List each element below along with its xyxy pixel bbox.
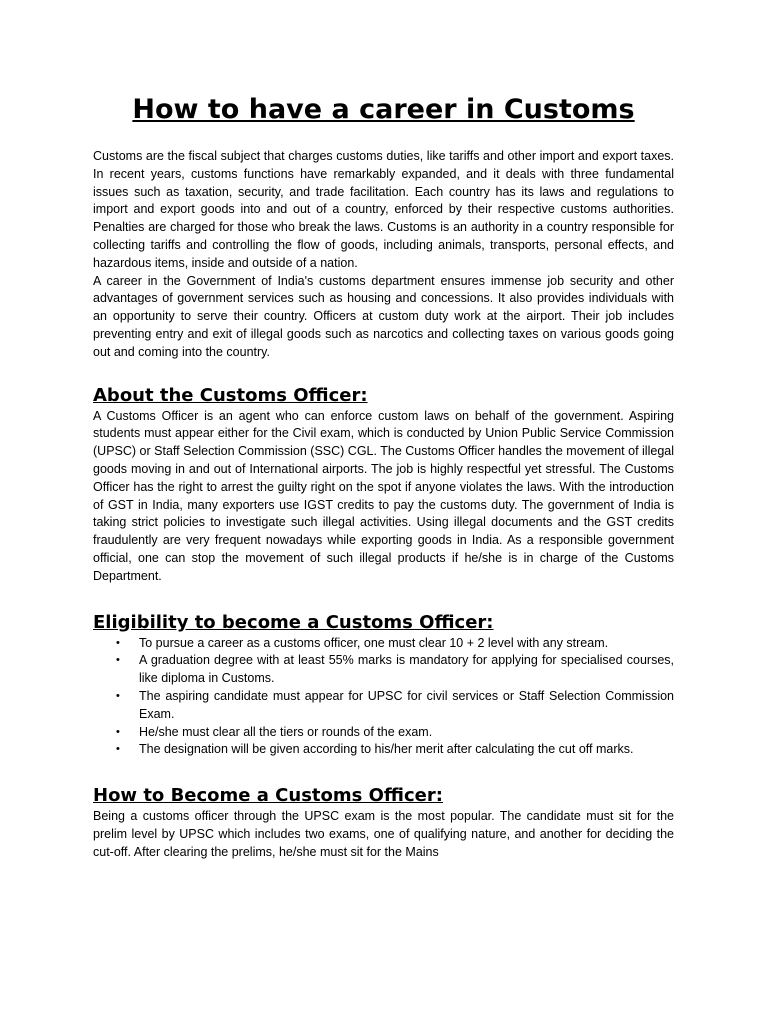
intro-paragraph-1: Customs are the fiscal subject that charges customs duties, like tariffs and other import and export taxes. In recent years, customs functions have remarkably expanded, and it deals with three fundamental issues such as taxation, security, and trade facilitation. Each country has its laws and regulations to import and export goods into and out of a country, enforced by their respective customs authorities. Penalties are charged for those who break the laws. Customs is an authority in a country responsible for collecting tariffs and controlling the flow of goods, including animals, transports, personal effects, and hazardous items, inside and outside of a nation. xyxy=(93,149,674,270)
list-item-text: The aspiring candidate must appear for UPSC for civil services or Staff Selection Commission Exam. xyxy=(139,688,674,721)
eligibility-heading: Eligibility to become a Customs Officer: xyxy=(93,611,494,633)
list-item-text: The designation will be given according to his/her merit after calculating the cut off marks. xyxy=(139,742,634,757)
intro-paragraph-2: A career in the Government of India's customs department ensures immense job security and other advantages of government services such as housing and concessions. It also provides individuals with an opportunity to serve their country. Officers at custom duty work at the airport. Their job includes preventing entry and exit of illegal goods such as narcotics and collecting taxes on various goods going out and coming into the country. xyxy=(93,273,674,359)
list-item xyxy=(93,635,674,653)
how-to-paragraph: Being a customs officer through the UPSC exam is the most popular. The candidate must sit for the prelim level by UPSC which includes two exams, one of qualifying nature, and another for deciding the cut-off. After clearing the prelims, he/she must sit for the Mains xyxy=(93,809,674,859)
list-item xyxy=(93,688,674,724)
bullet-icon: • xyxy=(116,725,120,738)
how-to-heading: How to Become a Customs Officer: xyxy=(93,785,443,807)
eligibility-list xyxy=(93,635,674,760)
bullet-icon: • xyxy=(116,654,120,667)
list-item-text: He/she must clear all the tiers or rounds of the exam. xyxy=(139,724,433,739)
list-item xyxy=(93,652,674,688)
list-item-text: A graduation degree with at least 55% marks is mandatory for applying for specialised courses, like diploma in Customs. xyxy=(139,653,674,686)
bullet-icon: • xyxy=(116,636,120,649)
bullet-icon: • xyxy=(116,743,120,756)
bullet-icon: • xyxy=(116,689,120,702)
about-heading: About the Customs Officer: xyxy=(93,384,368,406)
list-item-text: To pursue a career as a customs officer, one must clear 10 + 2 level with any stream. xyxy=(139,635,609,650)
list-item xyxy=(93,741,674,759)
document-page xyxy=(93,94,674,862)
document-title: How to have a career in Customs xyxy=(132,94,635,125)
list-item xyxy=(93,724,674,742)
about-paragraph: A Customs Officer is an agent who can enforce custom laws on behalf of the government. Aspiring students must appear either for the Civil exam, which is conducted by Union Public Service Commission (UPSC) or Staff Selection Commission (SSC) CGL. The Customs Officer handles the movement of illegal goods moving in and out of International airports. The job is highly respectful yet stressful. The Customs Officer has the right to arrest the guilty right on the spot if anyone violates the laws. With the introduction of GST in India, many exporters use IGST credits to pay the customs duty. The government of India is taking strict policies to investigate such illegal activities. Using illegal documents and the GST credits fraudulently are very frequent nowadays while exporting goods in India. As a responsible government official, one can stop the movement of such illegal products if he/she is in charge of the Customs Department. xyxy=(93,408,674,583)
